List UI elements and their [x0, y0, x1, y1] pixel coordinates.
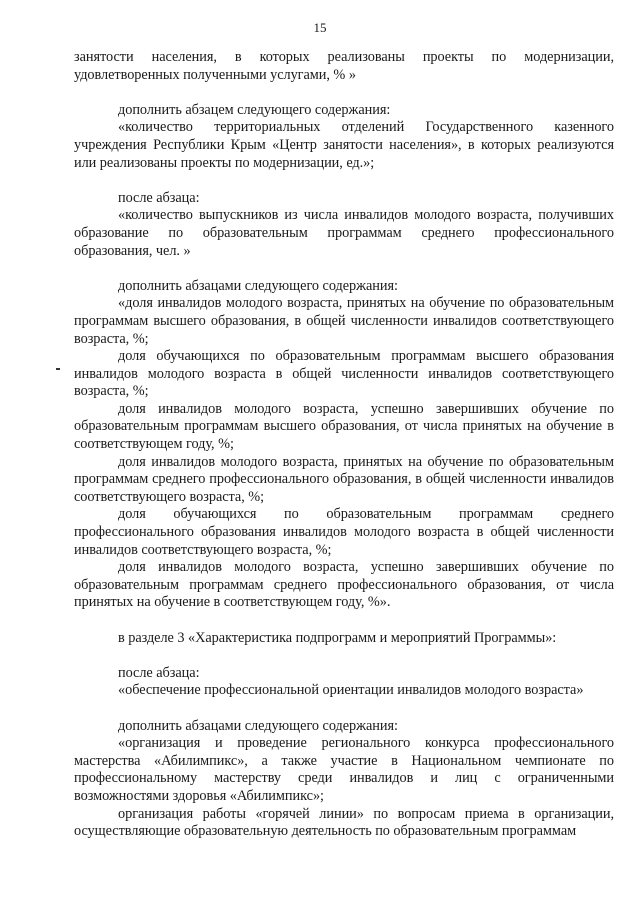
- margin-mark: [56, 368, 60, 370]
- paragraph-item: доля инвалидов молодого возраста, успешно завершивших обучение по образовательным программам среднего профессионального образования, от числа принятых на обучение в соответствующем году, %».: [74, 559, 614, 611]
- paragraph-quote: «количество выпускников из числа инвалидов молодого возраста, получивших образование по образовательным программам среднего профессионального образования, чел. »: [74, 207, 614, 259]
- paragraph-item: доля обучающихся по образовательным программам среднего профессионального образования инвалидов молодого возраста в общей численности инвалидов соответствующего возраста, %;: [74, 506, 614, 558]
- paragraph-instruction: после абзаца:: [118, 664, 200, 681]
- paragraph-item: организация работы «горячей линии» по вопросам приема в организации, осуществляющие образовательную деятельность по образовательным программам: [74, 805, 614, 840]
- paragraph-instruction: дополнить абзацами следующего содержания:: [118, 717, 398, 734]
- page-number: 15: [313, 20, 327, 35]
- paragraph-continuation: занятости населения, в которых реализованы проекты по модернизации, удовлетворенных полученными услугами, % »: [74, 49, 614, 83]
- document-body: [74, 49, 614, 841]
- paragraph-item: «организация и проведение регионального конкурса профессионального мастерства «Абилимпикс», а также участие в Национальном чемпионате по профессиональному мастерству среди инвалидов и лиц с ограниченными возможностями здоровья «Абилимпикс»;: [74, 735, 614, 804]
- paragraph-section-reference: в разделе 3 «Характеристика подпрограмм и мероприятий Программы»:: [118, 629, 557, 646]
- paragraph-quote: «количество территориальных отделений Государственного казенного учреждения Республики Крым «Центр занятости населения», в которых реализуются или реализованы проекты по модернизации, ед.»;: [74, 119, 614, 171]
- paragraph-item: доля обучающихся по образовательным программам высшего образования инвалидов молодого возраста в общей численности инвалидов соответствующего возраста, %;: [74, 348, 614, 400]
- paragraph-quote: «обеспечение профессиональной ориентации инвалидов молодого возраста»: [118, 682, 584, 699]
- paragraph-instruction: дополнить абзацами следующего содержания:: [118, 277, 398, 294]
- paragraph-instruction: дополнить абзацем следующего содержания:: [118, 101, 391, 118]
- paragraph-item: «доля инвалидов молодого возраста, принятых на обучение по образовательным программам высшего образования, в общей численности инвалидов соответствующего возраста, %;: [74, 295, 614, 347]
- paragraph-item: доля инвалидов молодого возраста, успешно завершивших обучение по образовательным программам высшего образования, от числа принятых на обучение в соответствующем году, %;: [74, 400, 614, 453]
- paragraph-instruction: после абзаца:: [118, 189, 200, 206]
- paragraph-item: доля инвалидов молодого возраста, принятых на обучение по образовательным программам среднего профессионального образования, в общей численности инвалидов соответствующего возраста, %;: [74, 453, 614, 505]
